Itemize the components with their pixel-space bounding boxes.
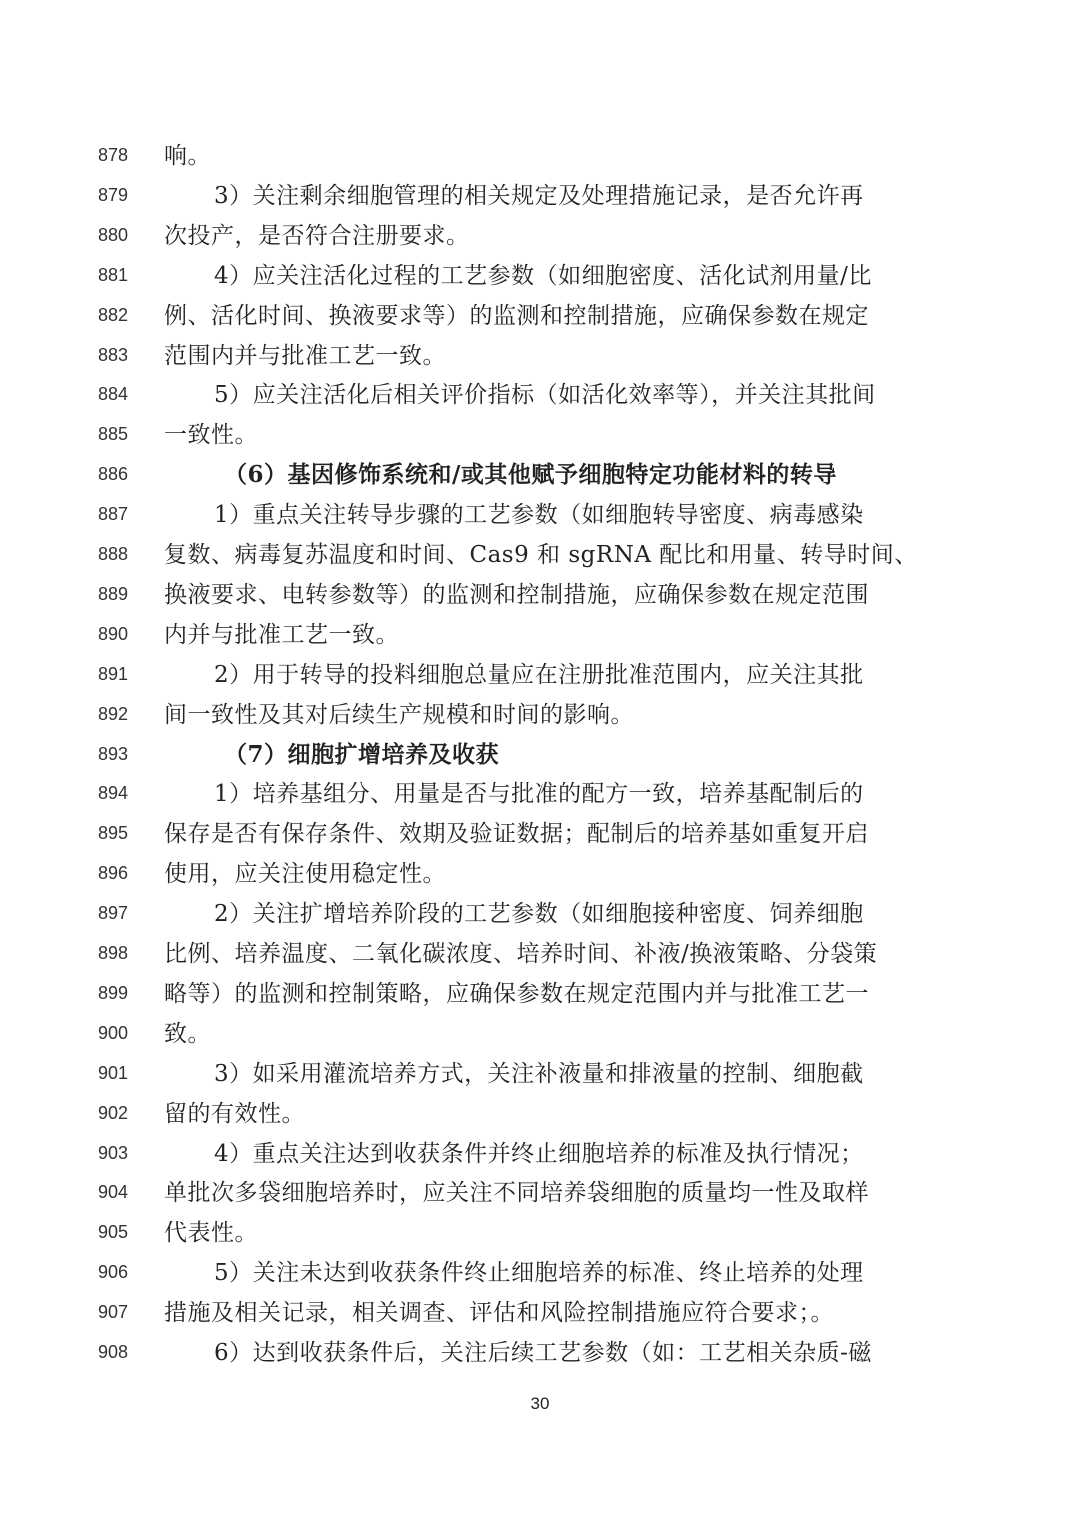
line-number: 883: [98, 344, 129, 365]
line-text: 例、活化时间、换液要求等）的监测和控制措施，应确保参数在规定: [164, 302, 869, 329]
line-number: 907: [98, 1302, 129, 1323]
section-heading: （7）细胞扩增培养及收获: [224, 740, 500, 768]
document-line: [0, 216, 1080, 256]
line-number: 881: [98, 264, 129, 285]
line-number: 886: [98, 464, 129, 485]
line-text: 2）关注扩增培养阶段的工艺参数（如细胞接种密度、饲养细胞: [214, 901, 864, 928]
line-text: 使用，应关注使用稳定性。: [164, 861, 446, 888]
line-number: 889: [98, 583, 129, 604]
document-line: [0, 1054, 1080, 1094]
line-text: 范围内并与批准工艺一致。: [164, 342, 446, 369]
line-number: 898: [98, 943, 129, 963]
line-text: 间一致性及其对后续生产规模和时间的影响。: [164, 701, 634, 728]
line-text: 措施及相关记录，相关调查、评估和风险控制措施应符合要求；。: [164, 1300, 834, 1327]
line-number: 908: [98, 1342, 129, 1362]
section-heading: （6）基因修饰系统和/或其他赋予细胞特定功能材料的转导: [224, 461, 837, 489]
document-line: [0, 1253, 1080, 1293]
document-line: [0, 735, 1080, 775]
line-number: 895: [98, 823, 129, 844]
line-number: 896: [98, 863, 129, 884]
line-text: 复数、病毒复苏温度和时间、Cas9 和 sgRNA 配比和用量、转导时间、: [164, 542, 918, 568]
line-text: 1）培养基组分、用量是否与批准的配方一致，培养基配制后的: [214, 781, 864, 808]
document-line: [0, 136, 1080, 176]
line-text: 1）重点关注转导步骤的工艺参数（如细胞转导密度、病毒感染: [214, 502, 864, 529]
line-number: 900: [98, 1022, 129, 1043]
page-number: 30: [530, 1394, 550, 1413]
document-line: [0, 375, 1080, 415]
line-number: 892: [98, 703, 129, 724]
line-text: 响。: [164, 143, 211, 169]
line-text: 留的有效性。: [164, 1100, 305, 1127]
line-number: 902: [98, 1102, 129, 1123]
document-line: [0, 934, 1080, 974]
line-number: 885: [98, 424, 129, 445]
line-text: 3）关注剩余细胞管理的相关规定及处理措施记录，是否允许再: [214, 182, 864, 209]
line-text: 内并与批准工艺一致。: [164, 621, 399, 648]
line-text: 4）重点关注达到收获条件并终止细胞培养的标准及执行情况；: [214, 1140, 864, 1167]
line-number: 904: [98, 1182, 129, 1203]
line-text: 保存是否有保存条件、效期及验证数据；配制后的培养基如重复开启: [164, 821, 869, 848]
document-line: [0, 1014, 1080, 1054]
line-text: 6）达到收获条件后，关注后续工艺参数（如：工艺相关杂质-磁: [214, 1340, 872, 1366]
line-text: 次投产，是否符合注册要求。: [164, 222, 470, 249]
document-line: [0, 695, 1080, 735]
document-line: [0, 615, 1080, 655]
line-text: 5）关注未达到收获条件终止细胞培养的标准、终止培养的处理: [214, 1260, 864, 1287]
document-line: [0, 655, 1080, 695]
line-number: 887: [98, 504, 129, 525]
document-line: [0, 495, 1080, 535]
document-line: [0, 974, 1080, 1014]
line-text: 3）如采用灌流培养方式，关注补液量和排液量的控制、细胞截: [214, 1060, 864, 1087]
document-line: [0, 1213, 1080, 1253]
document-line: [0, 296, 1080, 336]
line-number: 888: [98, 544, 129, 564]
line-number: 903: [98, 1142, 129, 1163]
line-number: 897: [98, 903, 129, 924]
document-line: [0, 894, 1080, 934]
document-line: [0, 1134, 1080, 1174]
line-number: 879: [98, 184, 129, 205]
document-line: [0, 1173, 1080, 1213]
line-text: 换液要求、电转参数等）的监测和控制措施，应确保参数在规定范围: [164, 581, 869, 608]
line-number: 899: [98, 982, 129, 1003]
line-number: 891: [98, 663, 129, 684]
document-line: [0, 336, 1080, 376]
line-text: 5）应关注活化后相关评价指标（如活化效率等），并关注其批间: [214, 382, 876, 409]
line-number: 893: [98, 743, 129, 764]
document-line: [0, 256, 1080, 296]
document-line: [0, 774, 1080, 814]
line-text: 4）应关注活化过程的工艺参数（如细胞密度、活化试剂用量/比: [214, 262, 872, 289]
line-text: 略等）的监测和控制策略，应确保参数在规定范围内并与批准工艺一: [164, 980, 869, 1007]
line-number: 882: [98, 304, 129, 325]
document-line: [0, 854, 1080, 894]
document-line: [0, 1333, 1080, 1373]
line-number: 905: [98, 1222, 129, 1243]
line-number: 878: [98, 145, 129, 165]
document-line: [0, 1094, 1080, 1134]
line-number: 890: [98, 623, 129, 644]
line-text: 代表性。: [164, 1220, 258, 1247]
line-number: 880: [98, 224, 129, 245]
document-line: [0, 455, 1080, 495]
line-number: 884: [98, 384, 129, 405]
line-number: 906: [98, 1262, 129, 1283]
document-line: [0, 176, 1080, 216]
line-text: 单批次多袋细胞培养时，应关注不同培养袋细胞的质量均一性及取样: [164, 1180, 869, 1207]
line-number: 901: [98, 1062, 129, 1083]
line-number: 894: [98, 783, 129, 804]
line-text: 一致性。: [164, 422, 258, 449]
line-text: 比例、培养温度、二氧化碳浓度、培养时间、补液/换液策略、分袋策: [164, 941, 878, 967]
line-text: 2）用于转导的投料细胞总量应在注册批准范围内，应关注其批: [214, 661, 864, 688]
line-text: 致。: [164, 1020, 211, 1047]
document-line: [0, 814, 1080, 854]
document-line: [0, 415, 1080, 455]
document-line: [0, 535, 1080, 575]
document-line: [0, 1293, 1080, 1333]
document-line: [0, 575, 1080, 615]
